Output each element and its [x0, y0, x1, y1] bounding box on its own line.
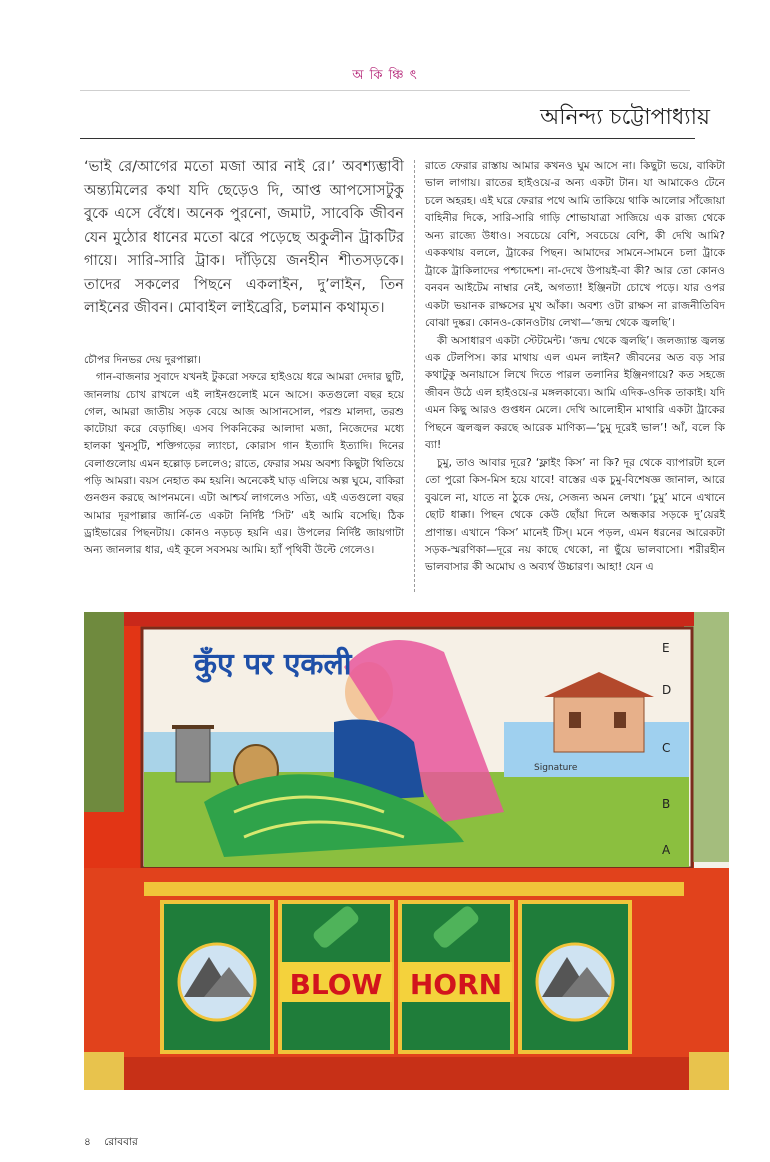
section-divider — [80, 90, 690, 91]
author-name: অনিন্দ্য চট্টোপাধ্যায় — [540, 105, 710, 130]
magazine-name: রোববার — [104, 1136, 138, 1148]
blow-text: BLOW — [289, 968, 383, 1001]
well — [176, 727, 210, 782]
truck-bumper — [84, 1057, 729, 1090]
tree-left — [84, 612, 124, 812]
side-letter: D — [662, 683, 672, 697]
truck-frame-top — [124, 612, 694, 626]
hindi-title: कुँए पर एकली — [194, 647, 352, 682]
left-paragraph: চৌপর দিনভর দেয় দুরপাল্লা। — [84, 354, 201, 366]
right-paragraph: রাতে ফেরার রাস্তায় আমার কখনও ঘুম আসে না। কিছুটা ভয়ে, বাকিটা ভাল লাগায়। রাতের হাইওয়ে-র অন্য একটা টান। যা আমাকেও টেনে চলে অহরহ। এই ঘরে ফেরার পথে আমি তাকিয়ে থাকি আলোর সাঁজোয়া বাহিনীর দিকে, সারি-সারি গাড়ি শোভাযাত্রা সাজিয়ে এক রাজ্য থেকে অন্য রাজ্যে উধাও। সবচেয়ে বেশি, সবচেয়ে বেশি, কী দেখি আমি? এককথায় বললে, ট্রাকের পিছন। আমাদের সামনে-সামনে চলা ট্রাকে ট্রাকে ট্রাকিলাদের পশ্চাদ্দেশ। না-দেখে উপায়ই-বা কী? আর তো কোনও বনবন আইটেম নাম্বার নেই, অগত্যা! ইঞ্জিনটা চোখে পড়ে। যার ওপর একটা ভয়ানক রাক্ষসের মুখ আঁকা। অবশ্য ওটা রাক্ষস না রাজনীতিবিদ বোঝা দুষ্কর। কোনও-কোনওটায় লেখা—‘জন্ম থেকে জ্বলছি’। — [425, 160, 725, 330]
right-paragraph: কী অসাধারণ একটা স্টেটমেন্ট। ‘জন্ম থেকে জ্বলছি’। জলজ্যান্ত জ্বলন্ত এক টেলপিস। কার মাথায় এল এমন লাইন? জীবনের অত বড় সার কথাটুকু অনায়াসে লিখে দিতে পারল তলানির ইঞ্জিনগায়ে? কত সহজে জীবন উঠে এল হাইওয়ে-র মঙ্গলকাব্যে। আমি এদিক-ওদিক তাকাই। যদি এমন কিছু আরও গুপ্তধন মেলে। দেখি আলোহীন মাথারি একটা ট্রাকের পিছনে জ্বলজ্বল করছে আরেক মাণিক্য—‘চুমু দূরেই ভাল’! আঁ, বলে কি ব্যা! — [425, 334, 725, 452]
truck-painting-svg — [84, 612, 729, 1090]
left-column — [84, 352, 404, 560]
side-letter: A — [662, 843, 671, 857]
side-letter: B — [662, 797, 671, 811]
yellow-stripe — [144, 882, 684, 896]
house — [554, 697, 644, 752]
left-paragraph: গান-বাজনার সুবাদে যখনই টুকরো সফরে হাইওয়ে ধরে আমরা দেদার ছুটি, জানলায় চোখ রাখলে এই লাইনগুলোই মনে আসে। কতগুলো বছর হয়ে গেল, আমরা জাতীয় সড়ক বেয়ে আজ আসানসোল, পরশু মালদা, তরশু কাটোয়া করে বেড়াচ্ছি। এসব পিকনিকের আলাদা মজা, নিজেদের মধ্যে হালকা খুনসুটি, শক্তিগড়ের ল্যাংচা, কোরাস গান ইত্যাদি ইত্যাদি। দিনের বেলাগুলোয় এমন হল্লোড় চললেও; রাতে, ফেরার সময় অবশ্য কিছুটা থিতিয়ে পড়ি আমরা। বয়স নেহাত কম হয়নি। অনেকেই ঘাড় এলিয়ে অল্প ঘুমে, বাকিরা গুনগুন করছে আপনমনে। এটা আশ্চর্য লাগলেও সত্যি, এই এতগুলো বছর আমার দূরপাল্লার জার্নি-তে একটা নির্দিষ্ট ‘সিট’ এই আমি বসেছি। ঠিক ড্রাইভারের পিছনটায়। কোনও নড়চড় হয়নি এর। উপলের নির্দিষ্ট জায়গাটা অন্য জানলার ধার, এই কূলে সবসময় আমি। হ্যাঁ পৃথিবী উল্টে গেলেও। — [84, 371, 404, 557]
side-letter: E — [662, 641, 670, 655]
author-rule — [80, 138, 695, 139]
right-column — [425, 158, 725, 577]
column-divider — [414, 160, 415, 592]
horn-text: HORN — [409, 968, 503, 1001]
page-number: ৪ — [84, 1136, 91, 1148]
right-paragraph: চুমু, তাও আবার দূরে? ‘ফ্লাইং কিস’ না কি? দূর থেকে ব্যাপারটা হলে তো পুরো কিস-মিস হয়ে যাবে! বাস্তের এক চুমু-বিশেষজ্ঞ জানাল, আরে বুঝলে না, যাতে না ঠুকে দেয়, সেজন্য অমন লেখা। ‘চুমু’ মানে এখানে ছোট ধাক্কা। পিছন থেকে কেউ ছোঁয়া দিলে অন্ধকার সড়কে দু’য়েরই প্রাণান্ত। এখানে ‘কিস’ মানেই টিস্। মনে পড়ল, এমন ধরনের আরেকটা সড়ক-স্মরণিকা—দূরে নয় কাছে থেকো, না ছুঁয়ে ভালবাসো। শরীরহীন ভালবাসার কী অমোঘ ও অব্যর্থ উচ্চারণ। আহা! যেন এ — [425, 456, 725, 574]
pull-quote: ‘ভাই রে/আগের মতো মজা আর নাই রে।’ অবশ্যম্ভাবী অন্ত্যমিলের কথা যদি ছেড়েও দি, আপ্ত আপসোসটুকু বুকে এসে বেঁধে। অনেক পুরনো, জমাট, সাবেকি জীবন যেন মুঠোর ধানের মতো ঝরে পড়েছে অকুলীন ট্রাকটির গায়ে। সারি-সারি ট্রাক। দাঁড়িয়ে জনহীন শীতসড়কে। তাদের সকলের পিছনে একলাইন, দু’লাইন, তিন লাইনের জীবন। মোবাইল লাইব্রেরি, চলমান কথামৃত। — [84, 158, 404, 316]
section-tag: অ কি ঞ্চি ৎ — [352, 68, 418, 83]
side-letter: C — [662, 741, 671, 755]
page-footer — [84, 1135, 138, 1152]
artist-signature: Signature — [534, 763, 578, 773]
truck-painting-photo — [84, 612, 729, 1090]
